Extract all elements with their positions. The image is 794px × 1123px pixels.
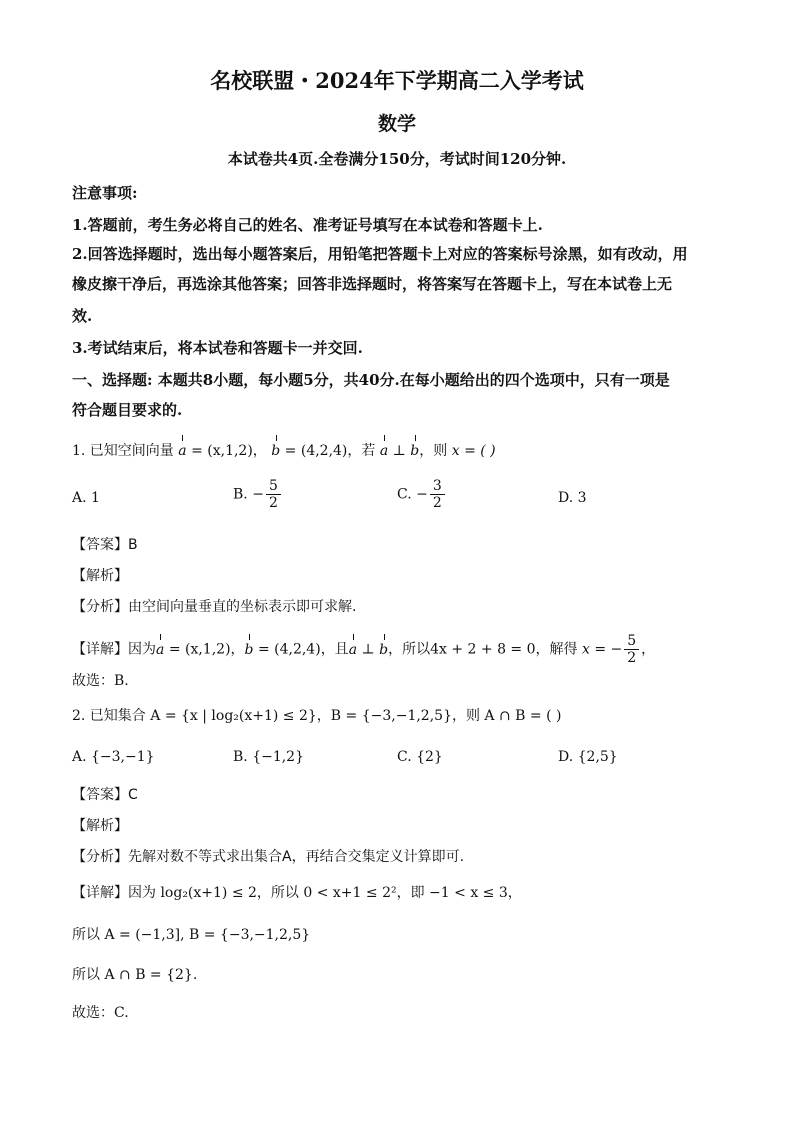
q2-option-a: A. {−3,−1} [72, 749, 155, 765]
q2-detail-line-2: 所以 A = (−1,3], B = {−3,−1,2,5} [72, 927, 311, 943]
q1-answer [72, 534, 722, 556]
q1-fenxi [72, 596, 722, 618]
q1-option-c [397, 478, 447, 511]
q1-detail-vector-b: b [245, 639, 254, 661]
notice-item-2-line-1: 2.回答选择题时，选出每小题答案后，用铅笔把答题卡上对应的答案标号涂黑，如有改动，用 [72, 245, 688, 263]
q1-detail-tag: 【详解】 [72, 641, 128, 658]
q2-fenxi [72, 846, 722, 868]
exam-info: 本试卷共4页.全卷满分150分，考试时间120分钟. [227, 150, 567, 168]
q1-option-c-label: C. [397, 486, 412, 503]
q1-option-d: D. 3 [558, 490, 587, 506]
q1-condition-prefix: ，若 [347, 443, 376, 459]
q1-detail-x: x = − [581, 641, 623, 658]
q1-fenxi-tag: 【分析】 [72, 599, 128, 615]
q1-detail-b-value: = (4,2,4) [257, 641, 321, 658]
q1-detail-equation: ，所以4x + 2 + 8 = 0，解得 [388, 641, 578, 658]
q1-detail-numerator: 5 [624, 633, 639, 650]
q2-option-d: D. {2,5} [558, 749, 618, 765]
q1-option-a: A. 1 [72, 490, 100, 506]
q1-detail-a-value: = (x,1,2) [168, 641, 231, 658]
q2-choose: 故选：C. [72, 1005, 129, 1021]
q1-detail-end: ， [641, 641, 656, 658]
exam-title: 名校联盟・2024年下学期高二入学考试 [210, 68, 584, 93]
q1-option-c-fraction [430, 478, 445, 511]
q1-detail-vector-a2: a [349, 639, 357, 661]
q1-option-c-denominator: 2 [432, 495, 442, 511]
q1-detail-vector-a: a [156, 639, 164, 661]
q2-answer [72, 784, 722, 806]
q1-option-b-numerator: 5 [266, 478, 281, 495]
q1-detail-denominator: 2 [627, 650, 637, 666]
q1-a-value: = (x,1,2) [191, 443, 253, 459]
section-heading-line-2: 符合题目要求的. [72, 401, 183, 419]
q1-detail-and: ，且 [320, 641, 349, 658]
notice-item-2-line-3: 效. [72, 307, 93, 325]
q2-option-b: B. {−1,2} [233, 749, 304, 765]
notice-item-1: 1.答题前，考生务必将自己的姓名、准考证号填写在本试卷和答题卡上. [72, 216, 543, 234]
question-2-stem: 2. 已知集合 A = {x | log₂(x+1) ≤ 2}，B = {−3,−1,2,5}，则 A ∩ B = ( ) [72, 708, 562, 724]
vector-a: a [178, 440, 186, 462]
q2-fenxi-tag: 【分析】 [72, 849, 128, 865]
q2-answer-value: C [128, 787, 138, 803]
q1-condition-suffix: ，则 [419, 443, 448, 459]
subject-title: 数学 [377, 113, 416, 135]
question-1-stem: 1. 已知空间向量 a = (x,1,2)， b = (4,2,4)，若 a ⊥ b，则 x = ( ) [72, 440, 722, 462]
q1-ask: x = ( ) [451, 443, 496, 459]
q1-option-c-sign: − [416, 486, 428, 503]
q1-option-c-numerator: 3 [430, 478, 445, 495]
q1-detail-because: 因为 [128, 641, 156, 658]
vector-b-cond: b [410, 440, 419, 462]
q1-option-b-denominator: 2 [268, 495, 278, 511]
q1-option-b-sign: − [252, 486, 264, 503]
q2-detail-line-3: 所以 A ∩ B = {2}. [72, 967, 198, 983]
q1-b-value: = (4,2,4) [284, 443, 348, 459]
q2-analysis-tag: 【解析】 [72, 818, 128, 834]
section-heading-line-1: 一、选择题: 本题共8小题，每小题5分，共40分.在每小题给出的四个选项中，只有一项是 [72, 371, 670, 389]
q1-option-b-label: B. [233, 486, 248, 503]
q1-fenxi-text: 由空间向量垂直的坐标表示即可求解. [128, 599, 357, 615]
vector-b: b [271, 440, 280, 462]
q1-option-b [233, 478, 283, 511]
q1-prefix: 1. 已知空间向量 [72, 443, 174, 459]
q1-analysis-tag: 【解析】 [72, 568, 128, 584]
q2-answer-tag: 【答案】 [72, 787, 128, 803]
notice-item-2-line-2: 橡皮擦干净后，再选涂其他答案；回答非选择题时，将答案写在答题卡上，写在本试卷上无 [72, 275, 673, 293]
notice-item-3: 3.考试结束后，将本试卷和答题卡一并交回. [72, 339, 363, 357]
q2-detail [72, 882, 722, 904]
q1-detail-fraction [624, 633, 639, 666]
q1-answer-value: B [128, 537, 138, 553]
q2-option-c: C. {2} [397, 749, 443, 765]
q1-answer-tag: 【答案】 [72, 537, 128, 553]
q1-choose: 故选：B. [72, 673, 129, 689]
q1-option-b-fraction [266, 478, 281, 511]
q2-fenxi-text: 先解对数不等式求出集合A，再结合交集定义计算即可. [128, 849, 465, 865]
notice-heading: 注意事项: [72, 184, 138, 202]
q1-detail: 【详解】因为a = (x,1,2)，b = (4,2,4)，且a ⊥ b，所以4x + 2 + 8 = 0，解得 x = − $\frac{5}{2}$ ， [72, 633, 656, 666]
q2-detail-tag: 【详解】 [72, 885, 128, 901]
q2-detail-text: 因为 log₂(x+1) ≤ 2，所以 0 < x+1 ≤ 2²，即 −1 < x ≤ 3， [128, 885, 522, 901]
q1-detail-vector-b2: b [379, 639, 388, 661]
vector-a-cond: a [380, 440, 388, 462]
